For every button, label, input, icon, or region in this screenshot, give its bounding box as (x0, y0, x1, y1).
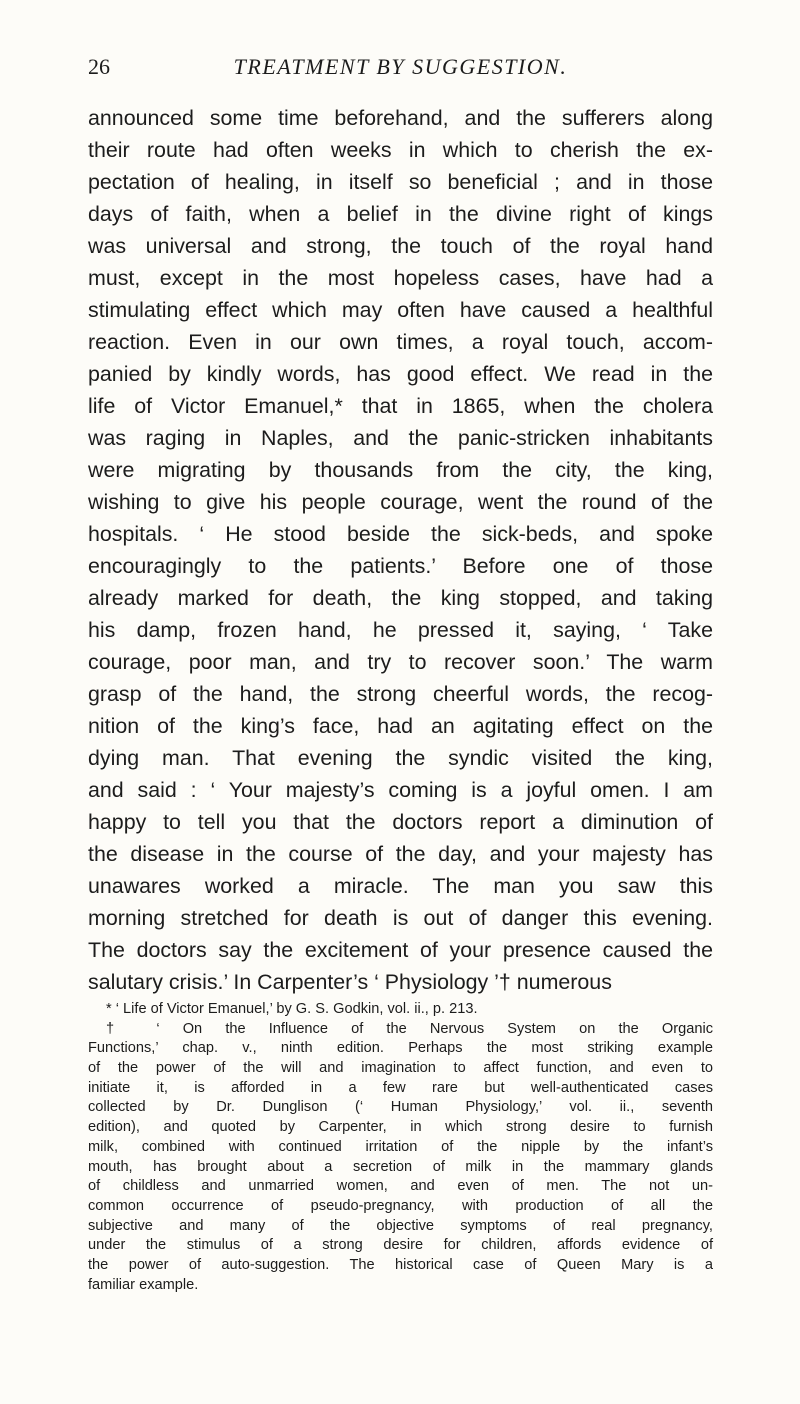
footnote-line: common occurrence of pseudo-pregnancy, with production of all the (88, 1197, 713, 1214)
footnote-line: under the stimulus of a strong desire for children, affords evidence of (88, 1237, 713, 1254)
body-line: panied by kindly words, has good effect. We read in the (88, 362, 713, 386)
body-line: The doctors say the excitement of your presence caused the (88, 938, 713, 962)
footnote-line: subjective and many of the objective symptoms of real pregnancy, (88, 1217, 713, 1234)
body-line: and said : ‘ Your majesty’s coming is a joyful omen. I am (88, 778, 713, 802)
body-line: was raging in Naples, and the panic-stricken inhabitants (88, 426, 713, 450)
footnote-line: mouth, has brought about a secretion of milk in the mammary glands (88, 1158, 713, 1175)
footnote-line: Functions,’ chap. v., ninth edition. Perhaps the most striking example (88, 1040, 713, 1057)
body-line: pectation of healing, in itself so beneficial ; and in those (88, 170, 713, 194)
footnote-line: initiate it, is afforded in a few rare but well-authenticated cases (88, 1079, 713, 1096)
footnote-line: collected by Dr. Dunglison (‘ Human Physiology,’ vol. ii., seventh (88, 1099, 713, 1116)
body-line: wishing to give his people courage, went the round of the (88, 490, 713, 514)
body-line: nition of the king’s face, had an agitating effect on the (88, 714, 713, 738)
running-head: TREATMENT BY SUGGESTION. (233, 54, 568, 79)
body-line: days of faith, when a belief in the divine right of kings (88, 202, 713, 226)
body-text (88, 102, 713, 998)
body-line: announced some time beforehand, and the sufferers along (88, 106, 713, 130)
page-number: 26 (88, 54, 110, 79)
body-line: his damp, frozen hand, he pressed it, saying, ‘ Take (88, 618, 713, 642)
footnote-line: † ‘ On the Influence of the Nervous System on the Organic (106, 1020, 713, 1037)
footnote-line: familiar example. (88, 1276, 199, 1293)
footnote-line: edition), and quoted by Carpenter, in which strong desire to furnish (88, 1119, 713, 1136)
footnotes (88, 1000, 713, 1295)
body-line: reaction. Even in our own times, a royal touch, accom- (88, 330, 713, 354)
body-line: life of Victor Emanuel,* that in 1865, when the cholera (88, 394, 713, 418)
body-line: already marked for death, the king stopped, and taking (88, 586, 713, 610)
body-line: grasp of the hand, the strong cheerful words, the recog- (88, 682, 713, 706)
body-line: were migrating by thousands from the city, the king, (88, 458, 713, 482)
body-line: salutary crisis.’ In Carpenter’s ‘ Physiology ’† numerous (88, 970, 612, 994)
footnote-line: of childless and unmarried women, and even of men. The not un- (88, 1178, 713, 1195)
body-line: unawares worked a miracle. The man you saw this (88, 874, 713, 898)
body-line: courage, poor man, and try to recover soon.’ The warm (88, 650, 713, 674)
body-line: hospitals. ‘ He stood beside the sick-beds, and spoke (88, 522, 713, 546)
body-line: dying man. That evening the syndic visited the king, (88, 746, 713, 770)
body-line: the disease in the course of the day, and your majesty has (88, 842, 713, 866)
body-line: their route had often weeks in which to cherish the ex- (88, 138, 713, 162)
footnote-line: of the power of the will and imagination to affect function, and even to (88, 1060, 713, 1077)
body-line: encouragingly to the patients.’ Before one of those (88, 554, 713, 578)
body-line: morning stretched for death is out of danger this evening. (88, 906, 713, 930)
body-line: was universal and strong, the touch of the royal hand (88, 234, 713, 258)
footnote-line: milk, combined with continued irritation of the nipple by the infant’s (88, 1138, 713, 1155)
body-line: stimulating effect which may often have caused a healthful (88, 298, 713, 322)
page-header (88, 50, 713, 84)
body-line: must, except in the most hopeless cases, have had a (88, 266, 713, 290)
body-line: happy to tell you that the doctors report a diminution of (88, 810, 713, 834)
footnote-line: * ‘ Life of Victor Emanuel,’ by G. S. Godkin, vol. ii., p. 213. (106, 1001, 478, 1017)
footnote-line: the power of auto-suggestion. The historical case of Queen Mary is a (88, 1256, 713, 1273)
